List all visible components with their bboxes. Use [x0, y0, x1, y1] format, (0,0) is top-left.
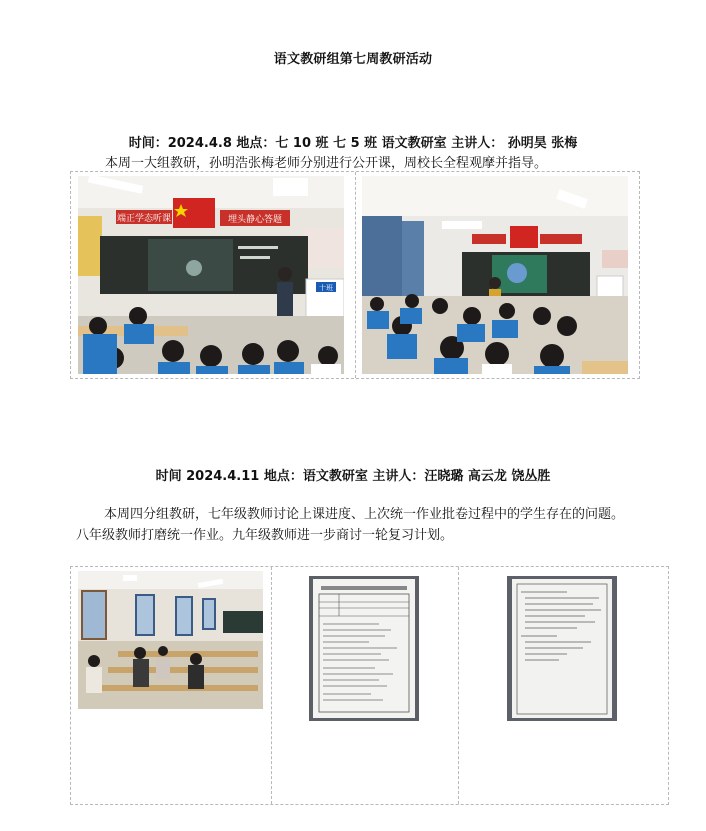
classroom-photo-left-image [78, 176, 344, 374]
document-title: 语文教研组第七周教研活动 [273, 52, 433, 67]
board-sign-text: 十班 [319, 284, 333, 292]
meeting-room-photo [78, 571, 263, 709]
document-photo-notes-image [507, 576, 617, 721]
classroom-photo-right [362, 176, 628, 374]
classroom-photo-left [78, 176, 344, 374]
photo-table-1 [70, 171, 640, 379]
meeting-room-photo-image [78, 571, 263, 709]
session2-info-line: 时间 2024.4.11 地点：语文教研室 主讲人：汪晓璐 高云龙 饶丛胜 [155, 469, 551, 484]
document-photo-form [309, 576, 419, 721]
table-divider [355, 172, 356, 378]
document-photo-notes [507, 576, 617, 721]
session1-info-line: 时间：2024.4.8 地点：七 10 班 七 5 班 语文教研室 主讲人： 孙明昊 张梅 [128, 136, 578, 151]
photo-table-2 [70, 566, 669, 805]
table-divider [458, 567, 459, 804]
table-divider [271, 567, 272, 804]
banner-left-text: 端正学态听课 [116, 214, 172, 224]
banner-right-text: 埋头静心答题 [227, 215, 283, 225]
classroom-photo-right-image [362, 176, 628, 374]
session2-paragraph: 本周四分组教研，七年级教师讨论上课进度、上次统一作业批卷过程中的学生存在的问题。八年级教师打磨统一作业。九年级教师进一步商讨一轮复习计划。 [76, 507, 625, 543]
document-photo-form-image [309, 576, 419, 721]
session1-paragraph: 本周一大组教研，孙明浩张梅老师分别进行公开课，周校长全程观摩并指导。 [105, 156, 548, 171]
